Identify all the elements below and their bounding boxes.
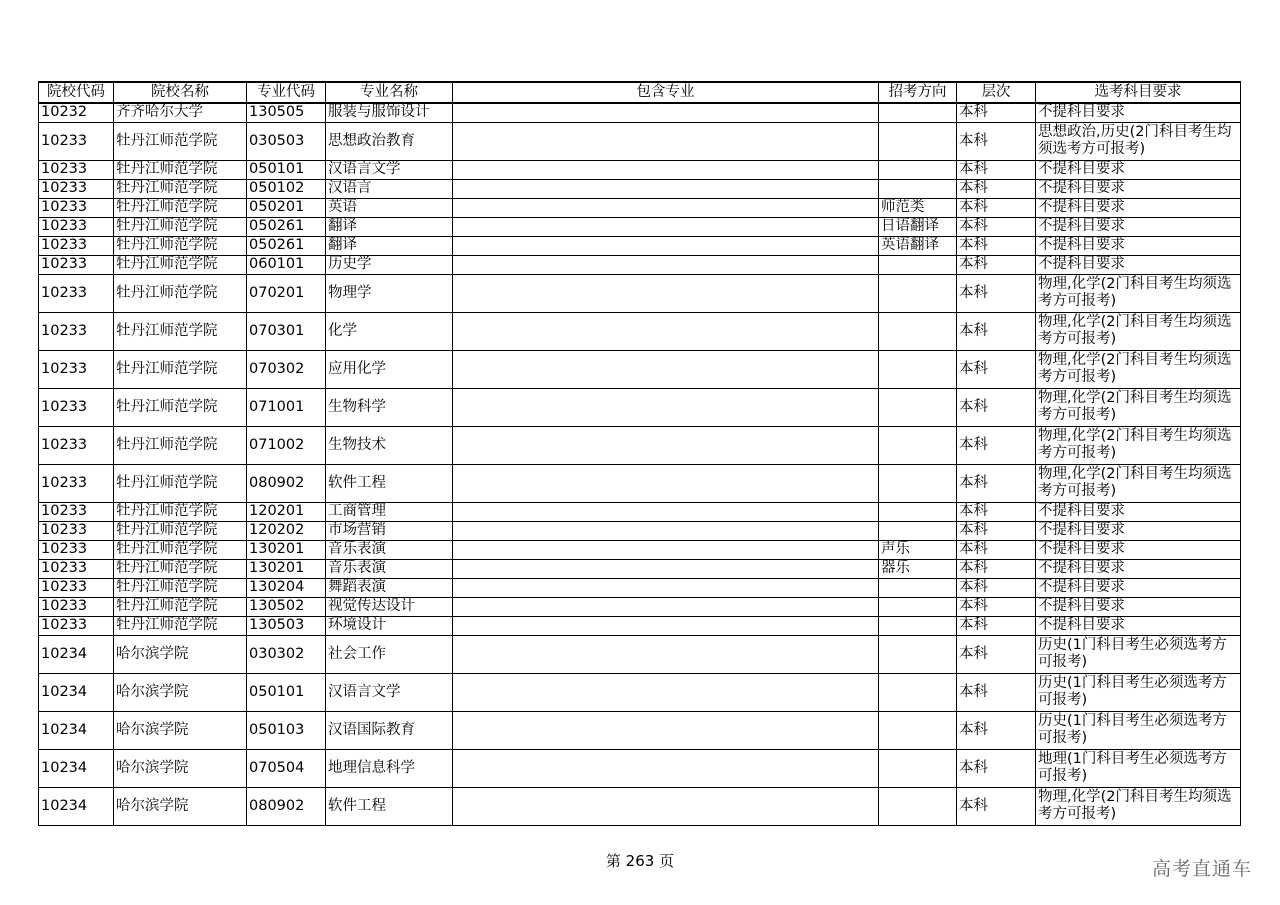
cell-subject-requirement: 不提科目要求 [1036,521,1241,540]
cell-included-majors [453,350,879,388]
cell-school-name: 牡丹江师范学院 [114,540,247,559]
page-number: 第 263 页 [605,852,675,870]
cell-subject-requirement: 物理,化学(2门科目考生均须选考方可报考) [1036,274,1241,312]
cell-subject-requirement: 不提科目要求 [1036,179,1241,198]
cell-subject-requirement: 不提科目要求 [1036,597,1241,616]
cell-school-name: 哈尔滨学院 [114,749,247,787]
header-direction: 招考方向 [879,82,957,103]
cell-included-majors [453,198,879,217]
table-row [39,673,1241,711]
cell-major-name: 服装与服饰设计 [326,103,453,122]
cell-subject-requirement: 不提科目要求 [1036,160,1241,179]
cell-subject-requirement: 物理,化学(2门科目考生均须选考方可报考) [1036,350,1241,388]
cell-major-name: 软件工程 [326,464,453,502]
cell-subject-requirement: 历史(1门科目考生必须选考方可报考) [1036,711,1241,749]
cell-school-code: 10234 [39,711,114,749]
cell-school-code: 10233 [39,179,114,198]
cell-school-code: 10232 [39,103,114,122]
cell-school-code: 10233 [39,217,114,236]
cell-major-code: 070504 [247,749,326,787]
cell-major-name: 工商管理 [326,502,453,521]
cell-major-name: 化学 [326,312,453,350]
cell-included-majors [453,426,879,464]
cell-subject-requirement: 不提科目要求 [1036,103,1241,122]
cell-major-name: 软件工程 [326,787,453,825]
cell-school-code: 10234 [39,673,114,711]
cell-major-name: 视觉传达设计 [326,597,453,616]
cell-included-majors [453,597,879,616]
table-row [39,388,1241,426]
cell-level: 本科 [957,160,1036,179]
admission-table [38,81,1241,826]
cell-school-name: 牡丹江师范学院 [114,616,247,635]
cell-direction [879,616,957,635]
cell-level: 本科 [957,616,1036,635]
cell-school-name: 齐齐哈尔大学 [114,103,247,122]
cell-major-name: 汉语国际教育 [326,711,453,749]
cell-major-code: 070302 [247,350,326,388]
cell-school-code: 10233 [39,578,114,597]
cell-level: 本科 [957,464,1036,502]
watermark-text: 高考直通车 [1151,858,1252,880]
cell-subject-requirement: 历史(1门科目考生必须选考方可报考) [1036,635,1241,673]
cell-included-majors [453,312,879,350]
cell-subject-requirement: 不提科目要求 [1036,502,1241,521]
cell-subject-requirement: 不提科目要求 [1036,578,1241,597]
cell-subject-requirement: 不提科目要求 [1036,559,1241,578]
cell-direction [879,160,957,179]
cell-major-name: 翻译 [326,236,453,255]
cell-school-name: 牡丹江师范学院 [114,521,247,540]
cell-direction [879,312,957,350]
cell-direction [879,521,957,540]
cell-major-name: 音乐表演 [326,559,453,578]
table-row [39,540,1241,559]
cell-direction [879,103,957,122]
cell-school-name: 哈尔滨学院 [114,673,247,711]
cell-major-code: 050102 [247,179,326,198]
cell-school-code: 10234 [39,787,114,825]
cell-level: 本科 [957,597,1036,616]
cell-school-name: 牡丹江师范学院 [114,160,247,179]
cell-included-majors [453,464,879,502]
cell-direction [879,597,957,616]
cell-major-code: 080902 [247,787,326,825]
cell-major-name: 生物技术 [326,426,453,464]
table-row [39,749,1241,787]
cell-major-code: 030302 [247,635,326,673]
cell-school-name: 牡丹江师范学院 [114,255,247,274]
cell-direction [879,350,957,388]
cell-school-code: 10233 [39,540,114,559]
cell-major-name: 汉语言文学 [326,160,453,179]
cell-major-name: 物理学 [326,274,453,312]
cell-level: 本科 [957,559,1036,578]
header-level: 层次 [957,82,1036,103]
table-body [39,103,1241,825]
cell-major-code: 050261 [247,236,326,255]
cell-included-majors [453,540,879,559]
cell-subject-requirement: 不提科目要求 [1036,616,1241,635]
header-included-majors: 包含专业 [453,82,879,103]
cell-included-majors [453,559,879,578]
cell-subject-requirement: 不提科目要求 [1036,217,1241,236]
cell-direction [879,749,957,787]
cell-subject-requirement: 历史(1门科目考生必须选考方可报考) [1036,673,1241,711]
cell-major-code: 050101 [247,673,326,711]
table-row [39,787,1241,825]
table-row [39,103,1241,122]
cell-direction [879,388,957,426]
cell-major-code: 120202 [247,521,326,540]
table-row [39,160,1241,179]
cell-major-code: 070301 [247,312,326,350]
cell-school-code: 10233 [39,464,114,502]
cell-school-code: 10233 [39,236,114,255]
cell-subject-requirement: 物理,化学(2门科目考生均须选考方可报考) [1036,464,1241,502]
cell-school-name: 牡丹江师范学院 [114,597,247,616]
cell-major-code: 050101 [247,160,326,179]
cell-school-name: 牡丹江师范学院 [114,198,247,217]
cell-major-code: 120201 [247,502,326,521]
header-row [39,82,1241,103]
cell-direction: 声乐 [879,540,957,559]
cell-level: 本科 [957,635,1036,673]
cell-major-code: 060101 [247,255,326,274]
cell-level: 本科 [957,711,1036,749]
cell-major-name: 应用化学 [326,350,453,388]
cell-subject-requirement: 不提科目要求 [1036,198,1241,217]
header-subject-requirement: 选考科目要求 [1036,82,1241,103]
table-row [39,122,1241,160]
table-row [39,312,1241,350]
table-row [39,464,1241,502]
cell-direction: 师范类 [879,198,957,217]
cell-level: 本科 [957,217,1036,236]
table-row [39,578,1241,597]
cell-subject-requirement: 不提科目要求 [1036,540,1241,559]
header-school-code: 院校代码 [39,82,114,103]
cell-school-code: 10233 [39,160,114,179]
table-row [39,635,1241,673]
cell-included-majors [453,521,879,540]
cell-school-code: 10233 [39,388,114,426]
cell-included-majors [453,787,879,825]
cell-school-name: 牡丹江师范学院 [114,217,247,236]
cell-major-name: 舞蹈表演 [326,578,453,597]
cell-included-majors [453,103,879,122]
cell-school-name: 牡丹江师范学院 [114,578,247,597]
cell-school-code: 10233 [39,521,114,540]
cell-direction [879,274,957,312]
cell-major-code: 050261 [247,217,326,236]
cell-school-code: 10234 [39,635,114,673]
cell-included-majors [453,179,879,198]
table-row [39,179,1241,198]
cell-level: 本科 [957,179,1036,198]
table-row [39,255,1241,274]
cell-school-name: 牡丹江师范学院 [114,502,247,521]
table-row [39,559,1241,578]
cell-major-code: 071001 [247,388,326,426]
cell-major-code: 130503 [247,616,326,635]
table-row [39,236,1241,255]
cell-school-name: 牡丹江师范学院 [114,388,247,426]
table-row [39,217,1241,236]
cell-major-name: 思想政治教育 [326,122,453,160]
cell-included-majors [453,255,879,274]
cell-subject-requirement: 地理(1门科目考生必须选考方可报考) [1036,749,1241,787]
cell-major-name: 社会工作 [326,635,453,673]
cell-direction: 日语翻译 [879,217,957,236]
cell-school-name: 牡丹江师范学院 [114,122,247,160]
cell-school-code: 10233 [39,502,114,521]
cell-school-name: 牡丹江师范学院 [114,350,247,388]
cell-school-name: 牡丹江师范学院 [114,179,247,198]
cell-level: 本科 [957,122,1036,160]
cell-major-name: 英语 [326,198,453,217]
cell-school-name: 牡丹江师范学院 [114,274,247,312]
cell-level: 本科 [957,578,1036,597]
header-major-name: 专业名称 [326,82,453,103]
cell-direction [879,787,957,825]
cell-major-code: 130502 [247,597,326,616]
cell-level: 本科 [957,236,1036,255]
cell-level: 本科 [957,388,1036,426]
table-row [39,616,1241,635]
cell-level: 本科 [957,502,1036,521]
cell-major-code: 080902 [247,464,326,502]
cell-major-code: 050103 [247,711,326,749]
cell-school-code: 10233 [39,255,114,274]
cell-direction [879,464,957,502]
cell-included-majors [453,502,879,521]
table-row [39,521,1241,540]
header-major-code: 专业代码 [247,82,326,103]
cell-level: 本科 [957,103,1036,122]
cell-major-code: 050201 [247,198,326,217]
cell-subject-requirement: 不提科目要求 [1036,255,1241,274]
cell-school-name: 牡丹江师范学院 [114,559,247,578]
cell-level: 本科 [957,749,1036,787]
table-row [39,597,1241,616]
cell-direction [879,502,957,521]
cell-level: 本科 [957,426,1036,464]
table-row [39,711,1241,749]
cell-school-name: 牡丹江师范学院 [114,464,247,502]
cell-included-majors [453,749,879,787]
cell-school-name: 牡丹江师范学院 [114,312,247,350]
cell-direction [879,711,957,749]
cell-included-majors [453,578,879,597]
cell-school-code: 10233 [39,350,114,388]
cell-major-name: 音乐表演 [326,540,453,559]
cell-subject-requirement: 思想政治,历史(2门科目考生均须选考方可报考) [1036,122,1241,160]
cell-direction [879,578,957,597]
cell-subject-requirement: 物理,化学(2门科目考生均须选考方可报考) [1036,312,1241,350]
cell-major-code: 071002 [247,426,326,464]
cell-included-majors [453,236,879,255]
cell-school-name: 哈尔滨学院 [114,635,247,673]
table-row [39,274,1241,312]
cell-major-code: 130505 [247,103,326,122]
cell-included-majors [453,274,879,312]
cell-major-name: 汉语言 [326,179,453,198]
cell-subject-requirement: 物理,化学(2门科目考生均须选考方可报考) [1036,388,1241,426]
cell-school-name: 牡丹江师范学院 [114,236,247,255]
cell-included-majors [453,711,879,749]
cell-direction: 英语翻译 [879,236,957,255]
table-row [39,350,1241,388]
header-school-name: 院校名称 [114,82,247,103]
cell-level: 本科 [957,255,1036,274]
cell-school-code: 10233 [39,122,114,160]
cell-major-name: 历史学 [326,255,453,274]
cell-major-name: 地理信息科学 [326,749,453,787]
cell-major-code: 130201 [247,540,326,559]
cell-direction [879,122,957,160]
cell-school-code: 10233 [39,616,114,635]
cell-major-name: 汉语言文学 [326,673,453,711]
cell-direction [879,635,957,673]
cell-level: 本科 [957,350,1036,388]
cell-major-name: 环境设计 [326,616,453,635]
cell-school-name: 哈尔滨学院 [114,787,247,825]
cell-level: 本科 [957,198,1036,217]
cell-school-code: 10233 [39,312,114,350]
cell-level: 本科 [957,521,1036,540]
cell-school-code: 10234 [39,749,114,787]
cell-included-majors [453,635,879,673]
cell-included-majors [453,217,879,236]
cell-direction [879,426,957,464]
cell-major-name: 市场营销 [326,521,453,540]
cell-school-code: 10233 [39,274,114,312]
cell-school-code: 10233 [39,559,114,578]
cell-major-code: 130201 [247,559,326,578]
table-row [39,502,1241,521]
cell-major-code: 130204 [247,578,326,597]
cell-school-code: 10233 [39,426,114,464]
table-row [39,198,1241,217]
cell-level: 本科 [957,312,1036,350]
cell-included-majors [453,122,879,160]
cell-direction [879,179,957,198]
cell-school-name: 哈尔滨学院 [114,711,247,749]
cell-included-majors [453,616,879,635]
cell-level: 本科 [957,787,1036,825]
cell-school-name: 牡丹江师范学院 [114,426,247,464]
cell-subject-requirement: 物理,化学(2门科目考生均须选考方可报考) [1036,787,1241,825]
cell-level: 本科 [957,540,1036,559]
cell-included-majors [453,388,879,426]
cell-included-majors [453,673,879,711]
cell-subject-requirement: 物理,化学(2门科目考生均须选考方可报考) [1036,426,1241,464]
cell-major-code: 070201 [247,274,326,312]
table-row [39,426,1241,464]
cell-school-code: 10233 [39,198,114,217]
cell-major-name: 生物科学 [326,388,453,426]
cell-direction [879,673,957,711]
cell-direction [879,255,957,274]
cell-included-majors [453,160,879,179]
cell-major-code: 030503 [247,122,326,160]
cell-subject-requirement: 不提科目要求 [1036,236,1241,255]
table-header [39,82,1241,103]
cell-major-name: 翻译 [326,217,453,236]
cell-school-code: 10233 [39,597,114,616]
cell-direction: 器乐 [879,559,957,578]
cell-level: 本科 [957,673,1036,711]
cell-level: 本科 [957,274,1036,312]
